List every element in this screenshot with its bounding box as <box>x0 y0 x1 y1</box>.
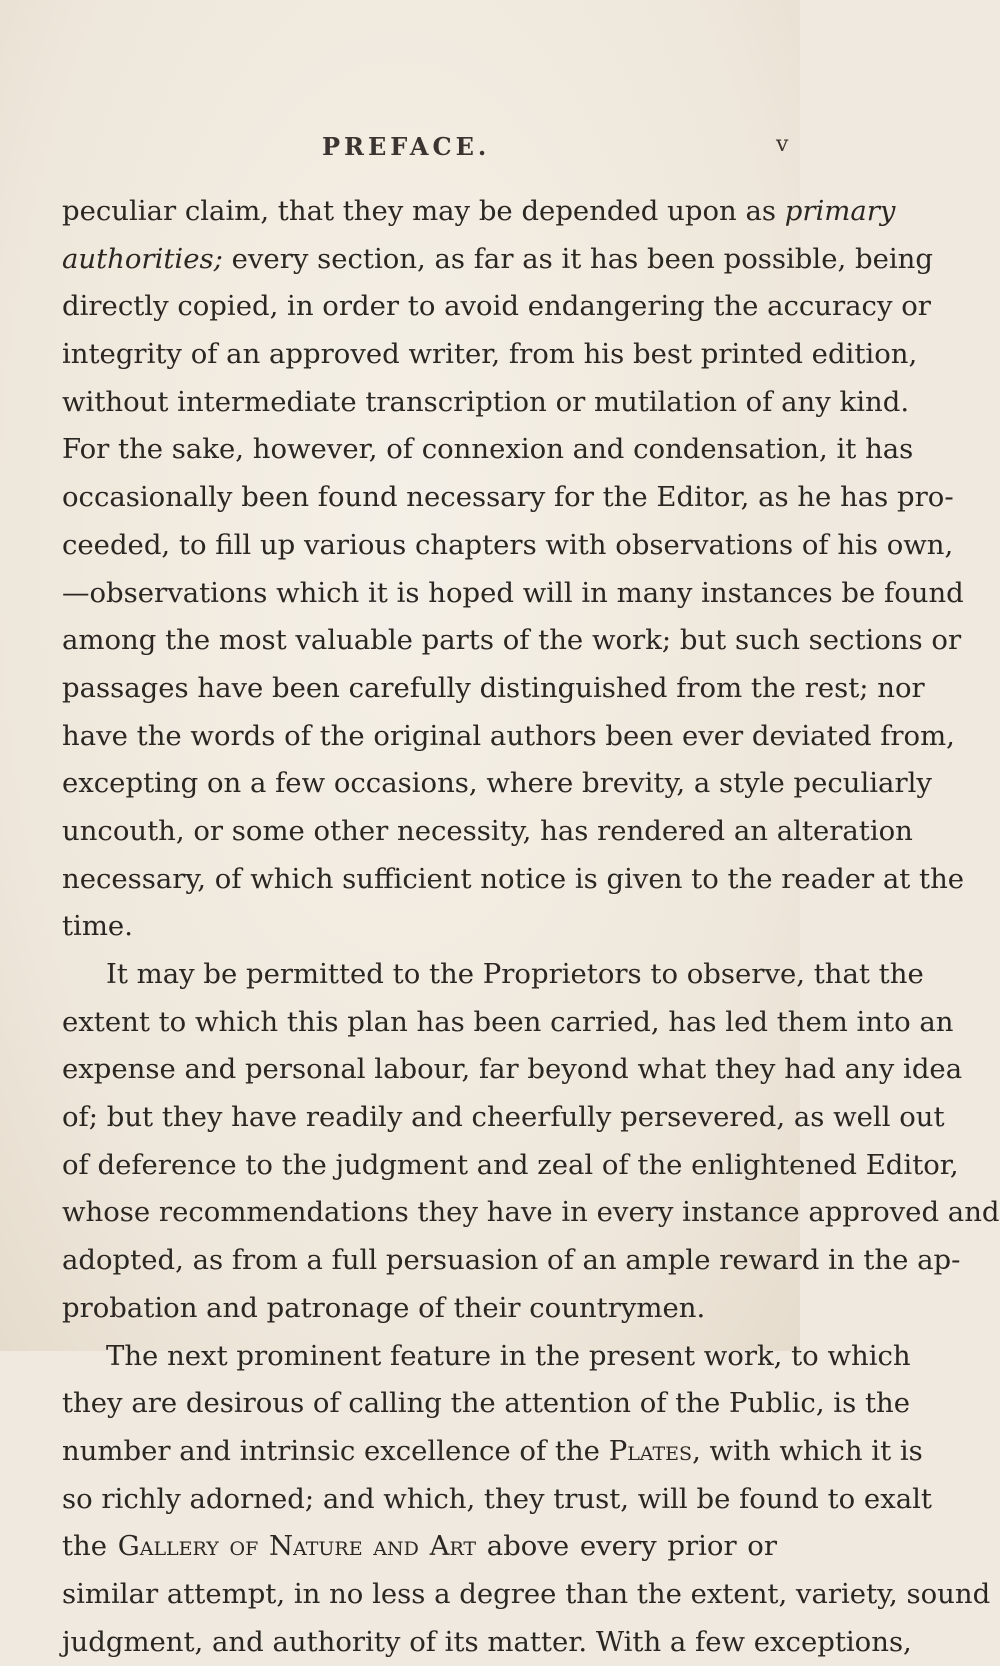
text-segment: time. <box>62 910 133 943</box>
text-line <box>62 1523 777 1571</box>
text-segment: expense and personal labour, far beyond what they had any idea <box>62 1053 963 1086</box>
text-line <box>62 379 910 427</box>
text-segment: integrity of an approved writer, from his best printed edition, <box>62 338 918 371</box>
text-line <box>62 570 964 618</box>
text-line <box>62 331 918 379</box>
text-line <box>62 713 955 761</box>
text-segment: of; but they have readily and cheerfully persevered, as well out <box>62 1101 945 1134</box>
text-segment: they are desirous of calling the attention of the Public, is the <box>62 1387 910 1420</box>
small-caps-text: Gallery of Nature and Art <box>117 1530 477 1563</box>
text-segment: For the sake, however, of connexion and condensation, it has <box>62 433 914 466</box>
text-segment: occasionally been found necessary for the Editor, as he has pro- <box>62 481 954 514</box>
text-line <box>62 522 954 570</box>
text-line <box>62 1094 945 1142</box>
text-segment: the <box>62 1530 118 1563</box>
text-line <box>62 426 914 474</box>
text-segment: among the most valuable parts of the work; but such sections or <box>62 624 962 657</box>
text-segment: ceeded, to fill up various chapters with observations of his own, <box>62 528 954 561</box>
text-segment: without intermediate transcription or mutilation of any kind. <box>62 385 910 418</box>
text-line <box>62 617 962 665</box>
text-line <box>62 1476 932 1524</box>
text-line <box>62 1046 963 1094</box>
page-number: v <box>776 132 789 157</box>
text-segment: uncouth, or some other necessity, has rendered an alteration <box>62 814 913 847</box>
text-line <box>62 951 924 999</box>
text-line <box>62 1237 961 1285</box>
text-segment: It may be permitted to the Proprietors to observe, that the <box>106 958 924 990</box>
text-segment: probation and patronage of their countrymen. <box>62 1291 706 1324</box>
text-line <box>62 999 954 1047</box>
text-line <box>62 236 933 284</box>
text-segment: necessary, of which sufficient notice is given to the reader at the <box>62 862 965 895</box>
text-segment: have the words of the original authors been ever deviated from, <box>62 719 955 752</box>
text-line <box>62 1428 923 1476</box>
text-line <box>62 665 925 713</box>
text-segment: so richly adorned; and which, they trust, will be found to exalt <box>62 1482 932 1515</box>
text-line <box>62 1333 911 1381</box>
small-caps-text: Plates <box>608 1434 693 1467</box>
text-segment: extent to which this plan has been carried, has led them into an <box>62 1005 954 1038</box>
text-segment: —observations which it is hoped will in many instances be found <box>62 576 964 609</box>
text-line <box>62 1142 959 1190</box>
text-segment: peculiar claim, that they may be depended upon as <box>62 195 785 227</box>
text-segment: above every prior or <box>476 1530 778 1563</box>
running-head: PREFACE. <box>322 132 491 161</box>
text-line <box>62 188 896 236</box>
text-line <box>62 1619 912 1666</box>
page-header <box>0 132 800 172</box>
text-line <box>62 808 913 856</box>
text-segment: directly copied, in order to avoid endangering the accuracy or <box>62 290 931 323</box>
text-line <box>62 1189 1000 1237</box>
text-segment: , with which it is <box>692 1434 923 1467</box>
text-line <box>62 903 777 951</box>
italic-text: authorities; <box>62 242 223 275</box>
text-segment: passages have been carefully distinguished from the rest; nor <box>62 671 925 704</box>
text-line <box>62 760 932 808</box>
text-line <box>62 856 965 904</box>
text-segment: excepting on a few occasions, where brevity, a style peculiarly <box>62 767 932 800</box>
text-line <box>62 1285 777 1333</box>
text-segment: of deference to the judgment and zeal of the enlightened Editor, <box>62 1148 959 1181</box>
text-line <box>62 474 954 522</box>
text-line <box>62 1571 991 1619</box>
italic-text: primary <box>784 195 896 227</box>
text-segment: every section, as far as it has been possible, being <box>222 242 933 275</box>
text-segment: adopted, as from a full persuasion of an ample reward in the ap- <box>62 1244 961 1277</box>
text-segment: The next prominent feature in the present work, to which <box>106 1339 911 1372</box>
text-segment: number and intrinsic excellence of the <box>62 1434 609 1467</box>
text-line <box>62 283 931 331</box>
text-segment: similar attempt, in no less a degree than the extent, variety, sound <box>62 1577 991 1610</box>
body-text <box>62 188 1000 1666</box>
text-segment: judgment, and authority of its matter. With a few exceptions, <box>62 1625 912 1658</box>
text-line <box>62 1380 910 1428</box>
text-segment: whose recommendations they have in every instance approved and <box>62 1196 1000 1229</box>
